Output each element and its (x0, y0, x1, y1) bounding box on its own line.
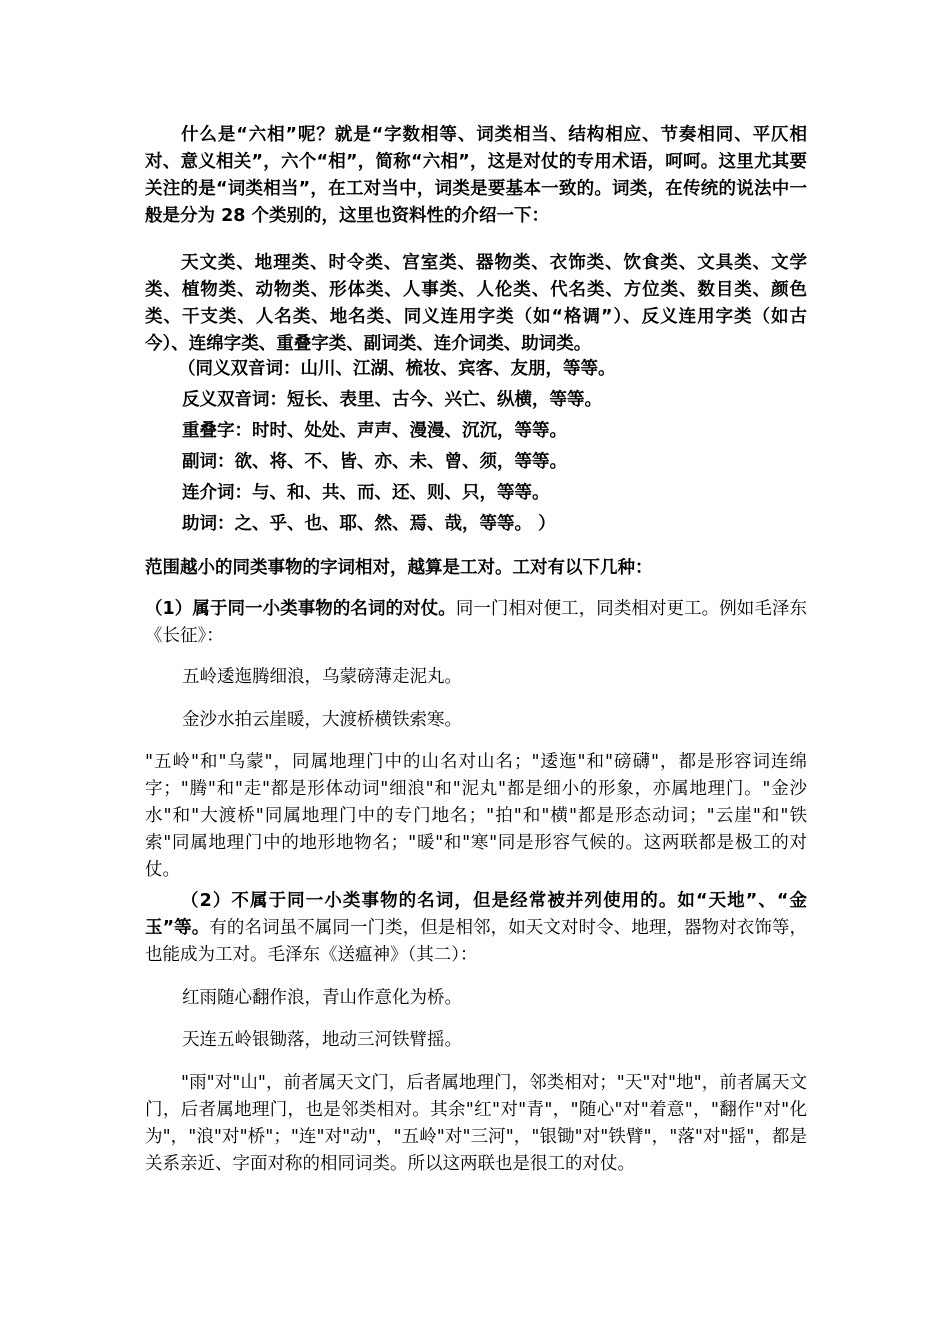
analysis-1-paragraph: "五岭"和"乌蒙"，同属地理门中的山名对山名；"逶迤"和"磅礴"，都是形容词连绵字；"腾"和"走"都是形体动词"细浪"和"泥丸"都是细小的形象，亦属地理门。"金沙水"和"大渡桥"同属地理门中的专门地名；"拍"和"横"都是形态动词；"云崖"和"铁索"同属地理门中的地形地物名；"暖"和"寒"同是形容气候的。这两联都是极工的对仗。 (145, 752, 807, 880)
intro-paragraph: 什么是“六相”呢？就是“字数相等、词类相当、结构相应、节奏相同、平仄相对、意义相关”，六个“相”，简称“六相”，这是对仗的专用术语，呵呵。这里尤其要关注的是“词类相当”，在工对当中，词类是要基本一致的。词类，在传统的说法中一般是分为 28 个类别的，这里也资料性的介绍一下： (145, 125, 807, 226)
list-line-particle: 助词：之、乎、也、耶、然、焉、哉，等等。 ） (182, 514, 556, 534)
word-class-list-paragraph: 天文类、地理类、时令类、宫室类、器物类、衣饰类、饮食类、文具类、文学类、植物类、动物类、形体类、人事类、人伦类、代名类、方位类、数目类、颜色类、干支类、人名类、地名类、同义连用字类（如“格调”）、反义连用字类（如古今）、连绵字类、重叠字类、副词类、连介词类、助词类。 (145, 253, 807, 354)
poem-1-line-a: 五岭逶迤腾细浪，乌蒙磅薄走泥丸。 (182, 667, 462, 687)
point-2-text: 有的名词虽不属同一门类，但是相邻，如天文对时令、地理，器物对衣饰等，也能成为工对。毛泽东《送瘟神》（其二）： (145, 918, 807, 965)
poem-1-line-b: 金沙水拍云崖暖，大渡桥横铁索寒。 (182, 710, 462, 730)
point-1-paragraph (145, 596, 807, 650)
point-2-heading: （2）不属于同一小类事物的名词，但是经常被并列使用的。如“天地”、“金玉”等。 (145, 891, 807, 938)
section-intro-paragraph: 范围越小的同类事物的字词相对，越算是工对。工对有以下几种： (145, 558, 653, 578)
poem-2-line-a: 红雨随心翻作浪，青山作意化为桥。 (182, 988, 462, 1008)
analysis-2-paragraph: "雨"对"山"，前者属天文门，后者属地理门，邻类相对；"天"对"地"，前者属天文门，后者属地理门，也是邻类相对。其余"红"对"青"，"随心"对"着意"，"翻作"对"化为"，"浪"对"桥"；"连"对"动"，"五岭"对"三河"，"银锄"对"铁臂"，"落"对"摇"，都是关系亲近、字面对称的相同词类。所以这两联也是很工的对仗。 (145, 1073, 807, 1174)
point-1-text: 同一门相对便工，同类相对更工。例如毛泽东《长征》： (145, 599, 807, 646)
list-line-synonym: （同义双音词：山川、江湖、梳妆、宾客、友朋，等等。 (178, 359, 616, 379)
list-line-reduplicated: 重叠字：时时、处处、声声、漫漫、沉沉，等等。 (182, 421, 567, 441)
list-line-antonym: 反义双音词：短长、表里、古今、兴亡、纵横，等等。 (182, 390, 602, 410)
point-1-heading: （1）属于同一小类事物的名词的对仗。 (145, 599, 456, 619)
point-2-paragraph (145, 888, 807, 969)
list-line-conjunction: 连介词：与、和、共、而、还、则、只，等等。 (182, 483, 550, 503)
poem-2-line-b: 天连五岭银锄落，地动三河铁臂摇。 (182, 1030, 462, 1050)
list-line-adverb: 副词：欲、将、不、皆、亦、未、曾、须，等等。 (182, 452, 567, 472)
